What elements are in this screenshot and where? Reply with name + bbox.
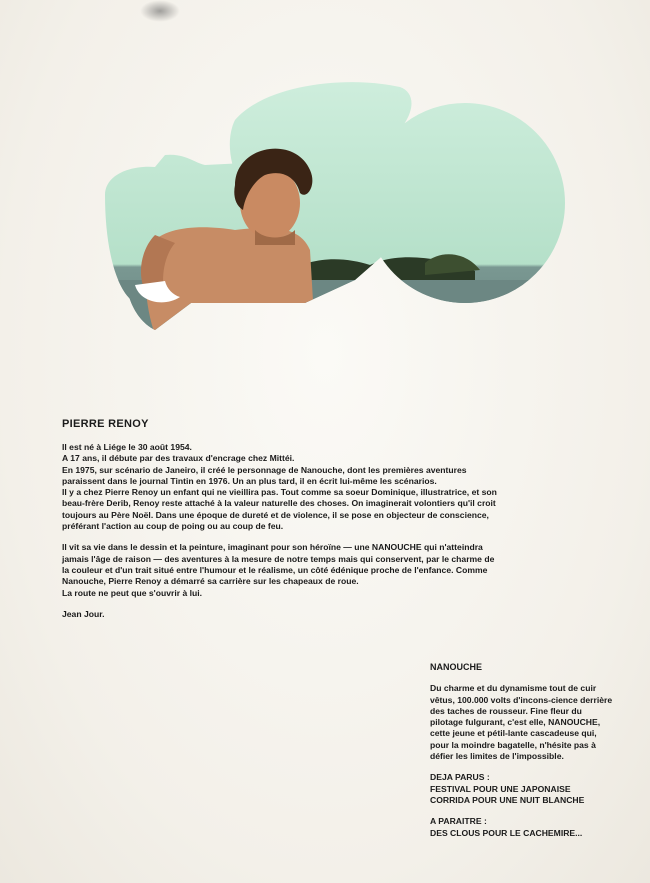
bio-paragraph: Il est né à Liége le 30 août 1954. A 17 ans, il débute par des travaux d'encrage chez Mittéi. En 1975, sur scénario de Janeiro, il créé le personnage de Nanouche, dont les premières aventures paraissent dans le journal Tintin en 1976. Un an plus tard, il en écrit lui-même les scénarios. Il y a chez Pierre Renoy un enfant qui ne vieillira pas. Tout comme sa soeur Dominique, illustratrice, et son beau-frère Derib, Renoy reste attaché à la valeur naturelle des choses. On imaginerait volontiers qu'il croit toujours au Père Noël. Dans une époque de dureté et de violence, il se pose en objecteur de conscience, préférant l'action au coup de poing ou au coup de feu. — [62, 442, 497, 532]
upcoming-list — [430, 816, 615, 839]
published-title: FESTIVAL POUR UNE JAPONAISE — [430, 783, 571, 794]
upcoming-title: DES CLOUS POUR LE CACHEMIRE... — [430, 827, 583, 838]
series-blurb: Du charme et du dynamisme tout de cuir vêtus, 100.000 volts d'incons-cience derrière des taches de rousseur. Fine fleur du pilotage fulgurant, c'est elle, NANOUCHE, cette jeune et pétil-lante cascadeuse qui, pour la moindre bagatelle, n'hésite pas à défier les limites de l'impossible. — [430, 683, 613, 762]
print-smudge — [140, 0, 180, 22]
bio-paragraph: Il vit sa vie dans le dessin et la peinture, imaginant pour son héroïne — une NANOUCHE qui n'atteindra jamais l'âge de raison — des aventures à la mesure de notre temps mais qui conservent, par le charme de la couleur et d'un trait situé entre l'humour et le réalisme, un côté édénique proche de l'enfance. Comme Nanouche, Pierre Renoy a démarré sa carrière sur les chapeaux de roue. La route ne peut que s'ouvrir à lui. — [62, 542, 495, 598]
series-info — [430, 662, 615, 849]
upcoming-label: A PARAITRE : — [430, 816, 487, 827]
author-biography — [62, 442, 502, 630]
published-title: CORRIDA POUR UNE NUIT BLANCHE — [430, 794, 585, 805]
published-list — [430, 772, 615, 806]
published-label: DEJA PARUS : — [430, 772, 490, 783]
bio-signature: Jean Jour. — [62, 608, 105, 619]
motorcycle-photo-silhouette — [95, 75, 575, 380]
series-title: NANOUCHE — [430, 662, 483, 672]
author-name: PIERRE RENOY — [62, 418, 149, 430]
